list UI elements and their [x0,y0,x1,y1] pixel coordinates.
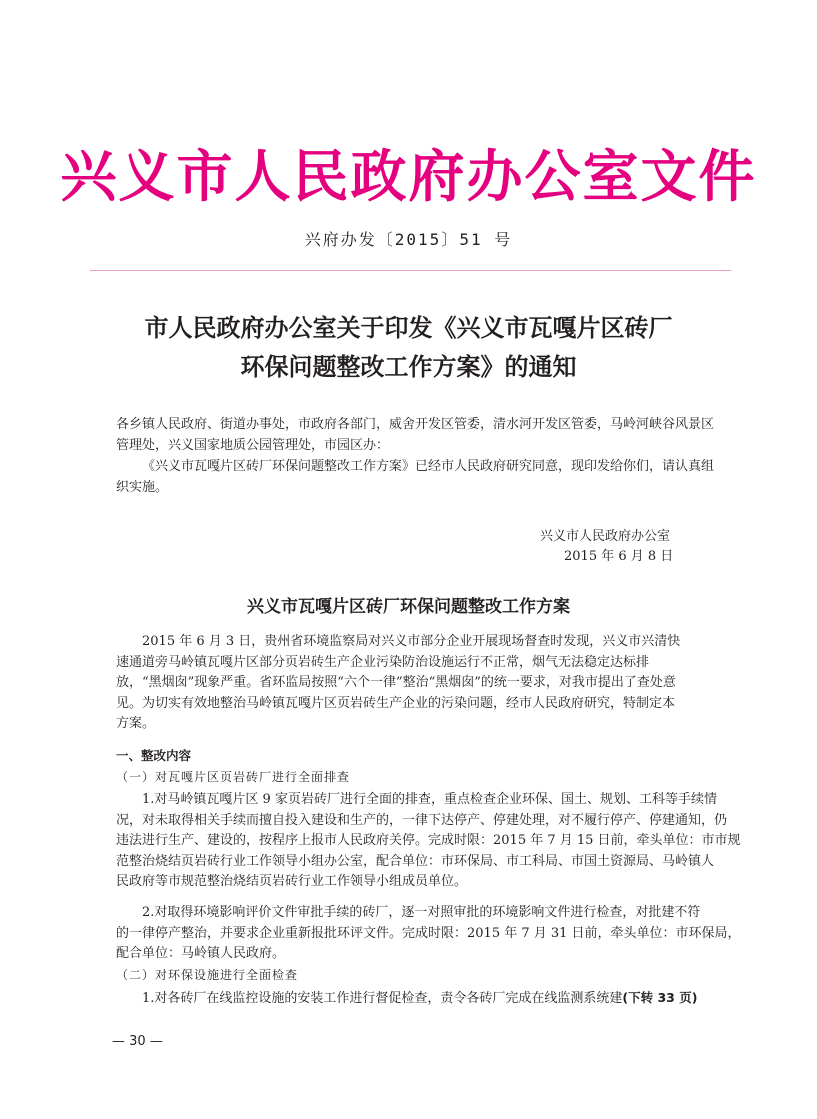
page-number: — 30 — [112,1034,163,1049]
paragraph-line: 2.对取得环境影响评价文件审批手续的砖厂，逐一对照审批的环境影响文件进行检查，对批建不符 [142,905,701,920]
paragraph-line: 范整治烧结页岩砖行业工作领导小组办公室，配合单位：市环保局、市工科局、市国土资源局、马岭镇人 [116,853,715,869]
plan-title: 兴义市瓦嘎片区砖厂环保问题整改工作方案 [247,597,570,617]
paragraph-line: 见。为切实有效地整治马岭镇瓦嘎片区页岩砖生产企业的污染问题，经市人民政府研究，特制定本 [116,695,676,711]
plan-item-3 [116,988,756,1010]
recipients-line: 各乡镇人民政府、街道办事处，市政府各部门，威舍开发区管委，清水河开发区管委，马岭河峡谷风景区 [116,417,715,432]
paragraph-line: 配合单位：马岭镇人民政府。 [116,946,286,961]
header-divider [90,270,731,271]
notice-recipients [116,415,736,456]
plan-intro-paragraph [116,632,736,735]
paragraph-line: 方案。 [116,716,156,731]
subsection-heading: （一）对瓦嘎片区页岩砖厂进行全面排查 [116,770,351,784]
notice-body [116,457,736,498]
paragraph-line: 况，对未取得相关手续而擅自投入建设和生产的，一律下达停产、停建处理，对不履行停产、停建通知，仍 [116,812,728,828]
notice-body-line: 织实施。 [116,479,169,495]
signature-organization: 兴义市人民政府办公室 [540,529,671,544]
notice-title-line-1: 市人民政府办公室关于印发《兴义市瓦嘎片区砖厂 [144,313,673,342]
paragraph-line: 放，“黑烟囱”现象严重。省环监局按照“六个一律”整治“黑烟囱”的统一要求，对我市提出了查处意 [116,675,676,690]
paragraph-line: 速通道旁马岭镇瓦嘎片区部分页岩砖生产企业污染防治设施运行不正常，烟气无法稳定达标排 [116,654,650,670]
paragraph-line: 的一律停产整治，并要求企业重新报批环评文件。完成时限：2015 年 7 月 31 日前，牵头单位：市环保局， [116,925,741,941]
paragraph-text: 1.对各砖厂在线监控设施的安装工作进行督促检查，责令各砖厂完成在线监测系统建 [142,991,623,1006]
notice-title-line-2: 环保问题整改工作方案》的通知 [240,352,577,381]
paragraph-line [116,988,756,1010]
notice-body-line: 《兴义市瓦嘎片区砖厂环保问题整改工作方案》已经市人民政府研究同意，现印发给你们，请认真组 [142,459,715,474]
paragraph-line: 2015 年 6 月 3 日，贵州省环境监察局对兴义市部分企业开展现场督查时发现，兴义市兴清快 [142,634,681,649]
document-number: 兴府办发〔2015〕51 号 [304,230,513,249]
plan-item-1 [116,790,741,893]
signature-date: 2015 年 6 月 8 日 [564,549,674,564]
document-header-title: 兴义市人民政府办公室文件 [60,144,757,210]
continued-note: (下转 33 页) [622,990,698,1005]
paragraph-line: 1.对马岭镇瓦嘎片区 9 家页岩砖厂进行全面的排查，重点检查企业环保、国土、规划、工科等手续情 [142,792,717,807]
subsection-heading: （二）对环保设施进行全面检查 [116,968,299,982]
paragraph-line: 违法进行生产、建设的，按程序上报市人民政府关停。完成时限：2015 年 7 月 15 日前，牵头单位：市市规 [116,833,741,848]
plan-item-2 [116,903,741,965]
paragraph-line: 民政府等市规范整治烧结页岩砖行业工作领导小组成员单位。 [116,874,468,889]
recipients-line: 管理处，兴义国家地质公园管理处，市园区办： [116,437,390,453]
section-heading: 一、整改内容 [116,748,192,763]
